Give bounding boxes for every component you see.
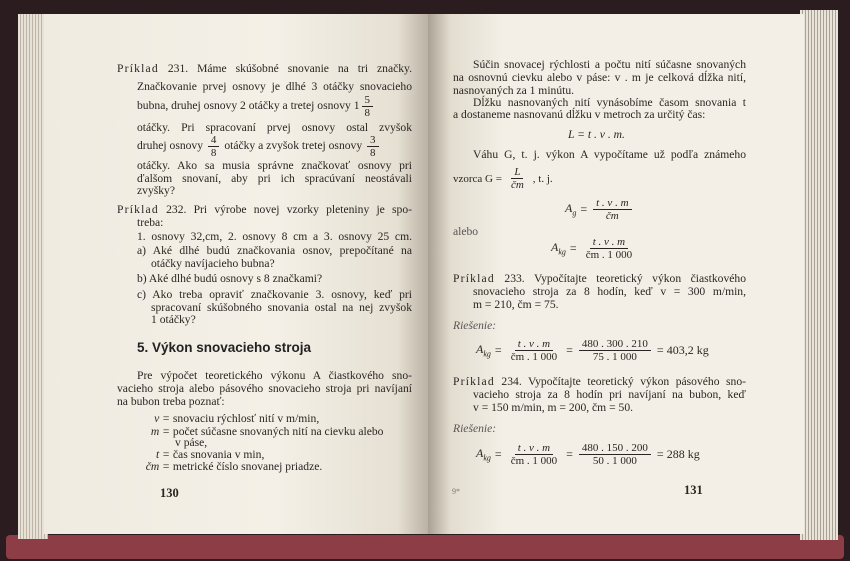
symbol: t = — [156, 448, 170, 461]
solution-233: $A_{kg}$ = $\frac{t . v . m}{čm . 1 000}$ = $\frac{480 . 300 . 210}{75 . 1 000}$ = 403,2 kg — [476, 338, 709, 363]
result: = 288 kg — [656, 447, 700, 461]
text-line: 1 otáčky? — [151, 313, 196, 326]
example-233-line — [453, 272, 746, 285]
definition — [142, 460, 322, 473]
section-heading: 5. Výkon snovacieho stroja — [137, 340, 312, 355]
fraction — [208, 134, 220, 159]
text-line: vacieho stroja za 8 hodín pri navíjaní na bubon, keď — [473, 388, 746, 401]
text-line: m = 210, čm = 75. — [473, 298, 559, 311]
text-line: na osnovnú cievku alebo v páse: v . m je celková dĺžka nití, — [453, 71, 746, 84]
text: 233. Vypočítajte teoretický výkon čiastkového — [504, 272, 747, 285]
text-line: a dostaneme nasnovanú dĺžku v metroch za určitý čas: — [453, 108, 706, 121]
lhs: $A_{kg}$ — [476, 342, 491, 359]
denominator: 8 — [364, 107, 370, 119]
denominator: čm — [605, 210, 619, 222]
text-line: na bubon treba poznať: — [117, 395, 225, 408]
text: druhej osnovy — [137, 139, 204, 153]
text-line: Súčin snovacej rýchlosti a počtu nití súčasne snovaných — [473, 58, 746, 71]
lhs: $A_g$ — [565, 201, 577, 218]
numerator: 480 . 150 . 200 — [579, 442, 651, 455]
denominator: čm — [510, 179, 524, 191]
text-line: Značkovanie prvej osnovy je dlhé 3 otáčky snovacieho — [137, 80, 412, 93]
text-line: snovacieho stroja za 8 hodín, keď v = 300 m/min, — [473, 285, 746, 298]
vzorca-line — [453, 166, 553, 191]
numerator: t . v . m — [515, 442, 553, 455]
numerator: 480 . 300 . 210 — [579, 338, 651, 351]
text: bubna, druhej osnovy 2 otáčky a tretej osnovy 1 — [137, 99, 360, 113]
example-label: Príklad — [453, 375, 495, 388]
example-234-line — [453, 375, 746, 388]
page-number: 130 — [160, 486, 179, 500]
text-line: otáčky. Ako sa musia správne značkovať osnovy pri — [137, 159, 412, 172]
example-label: Príklad — [117, 203, 159, 216]
text: otáčky a zvyšok tretej osnovy — [224, 139, 363, 153]
solution-label: Riešenie: — [453, 422, 497, 435]
text-line — [137, 134, 381, 159]
lhs: $A_{kg}$ — [551, 240, 566, 257]
denominator: 8 — [370, 147, 376, 159]
text-line: zvyšky? — [137, 184, 175, 197]
text-line: a) Aké dlhé budú značkovania osnov, prepočítané na — [137, 244, 412, 257]
numerator: t . v . m — [515, 338, 553, 351]
denominator: čm . 1 000 — [510, 351, 558, 363]
symbol: čm = — [145, 460, 170, 473]
numerator: t . v . m — [593, 197, 631, 210]
symbol: v = — [154, 412, 170, 425]
solution-234: $A_{kg}$ = $\frac{t . v . m}{čm . 1 000}$ = $\frac{480 . 150 . 200}{50 . 1 000}$ = 288 kg — [476, 442, 700, 467]
text-line: vacieho stroja alebo pásového snovacieho stroja pri navíjaní — [117, 382, 412, 395]
text-line: spracovaní skúšobného snovania ostal na nej zvyšok — [151, 301, 412, 314]
fraction — [579, 442, 651, 467]
text: počet súčasne snovaných nití na cievku alebo — [172, 425, 384, 438]
symbol: m = — [150, 425, 170, 438]
fraction — [583, 236, 635, 261]
text-line: otáčky. Pri spracovaní prvej osnovy ostal zvyšok — [137, 121, 412, 134]
fraction — [508, 338, 560, 363]
alebo-label: alebo — [453, 225, 479, 238]
text-line: treba: — [137, 216, 164, 229]
text: 234. Vypočítajte teoretický výkon pásového sno- — [501, 375, 746, 388]
text-line — [137, 94, 375, 119]
text-line: otáčky navíjacieho bubna? — [151, 257, 275, 270]
formula-L: L = t . v . m. — [568, 128, 625, 141]
text: čas snovania v min, — [172, 448, 265, 461]
text-line: ďalšom snovaní, aby pri ich spracúvaní neostávali — [137, 172, 412, 185]
numerator: 4 — [208, 134, 220, 147]
left-page — [44, 14, 428, 534]
text-line: Dĺžku nasnovaných nití vynásobíme časom snovania t — [473, 96, 746, 109]
page-edges-right — [800, 10, 838, 540]
lhs: $A_{kg}$ — [476, 446, 491, 463]
text-line: b) Aké dlhé budú osnovy s 8 značkami? — [137, 272, 323, 285]
definition — [148, 412, 319, 425]
result: = 403,2 kg — [656, 343, 709, 357]
text: metrické číslo snovanej priadze. — [172, 460, 323, 473]
text-line: v = 150 m/min, m = 200, čm = 50. — [473, 401, 634, 414]
page-number: 131 — [684, 483, 703, 497]
denominator: čm . 1 000 — [510, 455, 558, 467]
numerator: 3 — [367, 134, 379, 147]
numerator: 5 — [362, 94, 374, 107]
fraction — [508, 442, 560, 467]
fraction — [362, 94, 374, 119]
text-line: nasnovaných za 1 minútu. — [453, 84, 575, 97]
fraction — [593, 197, 631, 222]
solution-label: Riešenie: — [453, 319, 497, 332]
text: vzorca G = — [453, 172, 502, 185]
numerator: L — [511, 166, 523, 179]
text-line: 1. osnovy 32,cm, 2. osnovy 8 cm a 3. osnovy 25 cm. — [137, 230, 412, 243]
text: snovaciu rýchlosť nití v m/min, — [172, 412, 320, 425]
example-label: Príklad — [453, 272, 495, 285]
signature-mark: 9* — [452, 487, 460, 496]
denominator: čm . 1 000 — [585, 249, 633, 261]
text-line: Pre výpočet teoretického výkonu A čiastkového sno- — [137, 369, 412, 382]
denominator: 50 . 1 000 — [592, 455, 637, 467]
example-label: Príklad — [117, 62, 159, 75]
fraction — [367, 134, 379, 159]
formula-Akg: $A_{kg}$ = $\frac{t . v . m}{čm . 1 000}$ — [551, 236, 637, 261]
book-cover — [6, 535, 844, 559]
numerator: t . v . m — [590, 236, 628, 249]
formula-Ag: $A_g$ = $\frac{t . v . m}{čm}$ — [565, 197, 634, 222]
text: 231. Máme skúšobné snovanie na tri značky. — [167, 62, 412, 75]
definition: v páse, — [175, 436, 208, 449]
fraction — [508, 166, 527, 191]
example-231-line — [117, 62, 412, 75]
example-232-line — [117, 203, 412, 216]
denominator: 8 — [210, 147, 217, 159]
text: , t. j. — [532, 172, 553, 185]
text: 232. Pri výrobe novej vzorky pleteniny je spo- — [166, 203, 412, 216]
text-line: c) Ako treba opraviť značkovanie 3. osnovy, keď pri — [137, 288, 412, 301]
text-line: Váhu G, t. j. výkon A vypočítame už podľa známeho — [473, 148, 746, 161]
fraction — [579, 338, 651, 363]
right-page — [428, 14, 804, 534]
denominator: 75 . 1 000 — [592, 351, 637, 363]
